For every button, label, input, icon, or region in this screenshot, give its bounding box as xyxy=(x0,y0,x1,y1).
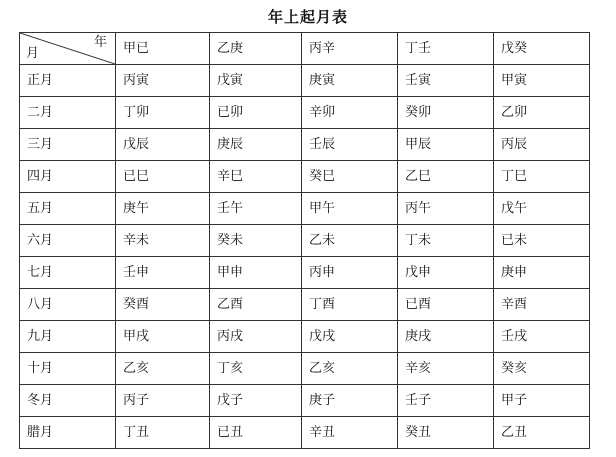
table-cell: 癸丑 xyxy=(398,417,494,449)
month-label: 八月 xyxy=(20,289,116,321)
table-cell: 甲子 xyxy=(494,385,590,417)
column-header: 乙庚 xyxy=(210,33,302,65)
table-cell: 戊戌 xyxy=(302,321,398,353)
table-cell: 甲辰 xyxy=(398,129,494,161)
column-header: 丁壬 xyxy=(398,33,494,65)
table-cell: 辛亥 xyxy=(398,353,494,385)
month-label: 九月 xyxy=(20,321,116,353)
table-cell: 甲寅 xyxy=(494,65,590,97)
header-row xyxy=(20,33,590,65)
table-cell: 丙申 xyxy=(302,257,398,289)
table-cell: 丁丑 xyxy=(116,417,210,449)
corner-month-label: 月 xyxy=(26,46,40,61)
month-label: 三月 xyxy=(20,129,116,161)
table-row xyxy=(20,353,590,385)
table-cell: 乙酉 xyxy=(210,289,302,321)
table-cell: 辛酉 xyxy=(494,289,590,321)
table-cell: 甲申 xyxy=(210,257,302,289)
table-cell: 丙辰 xyxy=(494,129,590,161)
table-cell: 丁未 xyxy=(398,225,494,257)
table-cell: 壬辰 xyxy=(302,129,398,161)
month-label: 五月 xyxy=(20,193,116,225)
month-label: 六月 xyxy=(20,225,116,257)
table-cell: 乙亥 xyxy=(116,353,210,385)
table-cell: 已卯 xyxy=(210,97,302,129)
table-row xyxy=(20,193,590,225)
table-cell: 庚申 xyxy=(494,257,590,289)
table-cell: 乙巳 xyxy=(398,161,494,193)
table-cell: 丙午 xyxy=(398,193,494,225)
table-cell: 戊子 xyxy=(210,385,302,417)
table-cell: 丁酉 xyxy=(302,289,398,321)
table-cell: 壬寅 xyxy=(398,65,494,97)
table-cell: 壬戌 xyxy=(494,321,590,353)
table-cell: 癸未 xyxy=(210,225,302,257)
table-cell: 癸亥 xyxy=(494,353,590,385)
table-cell: 丁亥 xyxy=(210,353,302,385)
table-cell: 已巳 xyxy=(116,161,210,193)
month-label: 二月 xyxy=(20,97,116,129)
table-cell: 壬子 xyxy=(398,385,494,417)
table-cell: 已酉 xyxy=(398,289,494,321)
table-cell: 丁卯 xyxy=(116,97,210,129)
table-row xyxy=(20,161,590,193)
table-row xyxy=(20,225,590,257)
table-cell: 乙卯 xyxy=(494,97,590,129)
table-row xyxy=(20,257,590,289)
table-cell: 丙戌 xyxy=(210,321,302,353)
table-cell: 丙子 xyxy=(116,385,210,417)
table-cell: 乙丑 xyxy=(494,417,590,449)
table-cell: 癸酉 xyxy=(116,289,210,321)
table-cell: 庚子 xyxy=(302,385,398,417)
page-title: 年上起月表 xyxy=(267,8,348,26)
month-label: 四月 xyxy=(20,161,116,193)
corner-year-label: 年 xyxy=(93,35,107,50)
column-header: 戊癸 xyxy=(494,33,590,65)
table-row xyxy=(20,417,590,449)
table-cell: 庚辰 xyxy=(210,129,302,161)
table-row xyxy=(20,65,590,97)
table-cell: 戊申 xyxy=(398,257,494,289)
month-label: 七月 xyxy=(20,257,116,289)
table-cell: 壬申 xyxy=(116,257,210,289)
corner-cell xyxy=(20,33,116,65)
table-row xyxy=(20,385,590,417)
table-cell: 庚戌 xyxy=(398,321,494,353)
table-cell: 乙亥 xyxy=(302,353,398,385)
month-label: 正月 xyxy=(20,65,116,97)
table-cell: 辛巳 xyxy=(210,161,302,193)
table-cell: 庚寅 xyxy=(302,65,398,97)
table-cell: 已丑 xyxy=(210,417,302,449)
table-cell: 已未 xyxy=(494,225,590,257)
column-header: 甲已 xyxy=(116,33,210,65)
table-cell: 戊辰 xyxy=(116,129,210,161)
table-cell: 戊午 xyxy=(494,193,590,225)
table-row xyxy=(20,129,590,161)
table-cell: 庚午 xyxy=(116,193,210,225)
table-cell: 癸卯 xyxy=(398,97,494,129)
table-cell: 乙未 xyxy=(302,225,398,257)
table-cell: 丙寅 xyxy=(116,65,210,97)
table-cell: 辛丑 xyxy=(302,417,398,449)
month-label: 腊月 xyxy=(20,417,116,449)
table-cell: 壬午 xyxy=(210,193,302,225)
table-row xyxy=(20,321,590,353)
month-label: 十月 xyxy=(20,353,116,385)
table-body xyxy=(20,33,590,449)
table-cell: 甲午 xyxy=(302,193,398,225)
table-cell: 癸巳 xyxy=(302,161,398,193)
month-year-table xyxy=(19,32,590,449)
column-header: 丙辛 xyxy=(302,33,398,65)
month-label: 冬月 xyxy=(20,385,116,417)
table-cell: 甲戌 xyxy=(116,321,210,353)
table-cell: 丁巳 xyxy=(494,161,590,193)
table-cell: 辛未 xyxy=(116,225,210,257)
table-cell: 辛卯 xyxy=(302,97,398,129)
table-cell: 戊寅 xyxy=(210,65,302,97)
table-row xyxy=(20,289,590,321)
table-row xyxy=(20,97,590,129)
